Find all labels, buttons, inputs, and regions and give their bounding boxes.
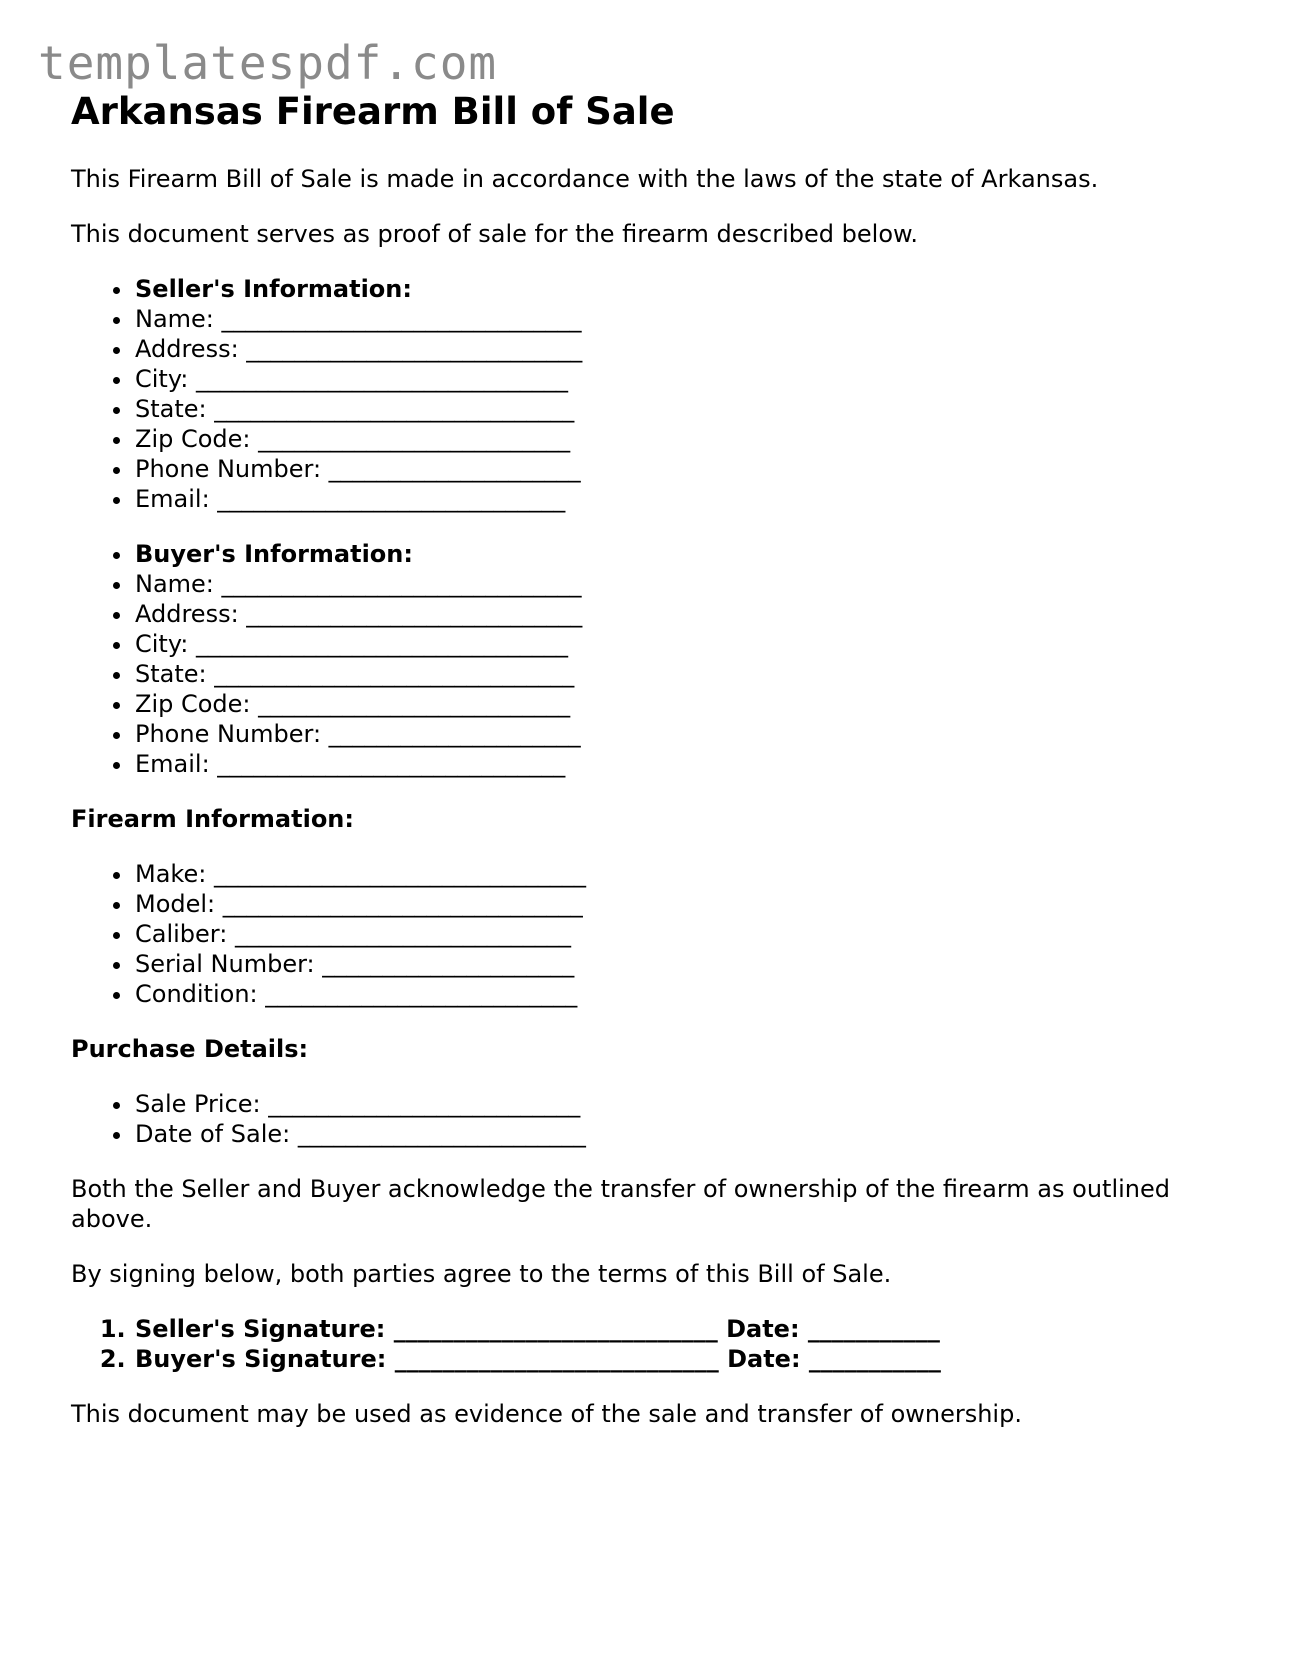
acknowledgement-paragraph: Both the Seller and Buyer acknowledge the transfer of ownership of the firearm as outlined above. — [71, 1175, 1170, 1233]
firearm-serial-number-field[interactable]: • Serial Number: _____________________ — [134, 949, 1231, 979]
firearm-make-field[interactable]: • Make: _______________________________ — [134, 859, 1231, 889]
seller-state-field[interactable]: • State: ______________________________ — [134, 394, 1231, 424]
buyer-email-field[interactable]: • Email: _____________________________ — [134, 749, 1231, 779]
agreement-paragraph: By signing below, both parties agree to the terms of this Bill of Sale. — [71, 1260, 892, 1288]
buyer-state-field[interactable]: • State: ______________________________ — [134, 659, 1231, 689]
watermark: templatespdf.com — [38, 36, 498, 90]
seller-address-field[interactable]: • Address: ____________________________ — [134, 334, 1231, 364]
seller-zip-field[interactable]: • Zip Code: __________________________ — [134, 424, 1231, 454]
seller-name-field[interactable]: • Name: ______________________________ — [134, 304, 1231, 334]
closing-paragraph: This document may be used as evidence of the sale and transfer of ownership. — [71, 1400, 1022, 1428]
buyer-information-list — [71, 539, 1231, 779]
buyer-signature-line[interactable]: 2. Buyer's Signature: ___________________________ Date: ___________ — [134, 1344, 1231, 1374]
firearm-model-field[interactable]: • Model: ______________________________ — [134, 889, 1231, 919]
buyer-information-heading: • Buyer's Information: — [134, 539, 1231, 569]
buyer-zip-field[interactable]: • Zip Code: __________________________ — [134, 689, 1231, 719]
firearm-caliber-field[interactable]: • Caliber: ____________________________ — [134, 919, 1231, 949]
document-body — [71, 86, 1231, 1429]
firearm-information-heading: Firearm Information: — [71, 805, 354, 833]
page-title: Arkansas Firearm Bill of Sale — [71, 90, 675, 133]
buyer-name-field[interactable]: • Name: ______________________________ — [134, 569, 1231, 599]
seller-signature-line[interactable]: 1. Seller's Signature: ___________________________ Date: ___________ — [134, 1314, 1231, 1344]
seller-phone-field[interactable]: • Phone Number: _____________________ — [134, 454, 1231, 484]
seller-information-heading: • Seller's Information: — [134, 274, 1231, 304]
purchase-details-list — [71, 1089, 1231, 1149]
firearm-information-list — [71, 859, 1231, 1009]
buyer-phone-field[interactable]: • Phone Number: _____________________ — [134, 719, 1231, 749]
buyer-address-field[interactable]: • Address: ____________________________ — [134, 599, 1231, 629]
date-of-sale-field[interactable]: • Date of Sale: ________________________ — [134, 1119, 1231, 1149]
seller-information-list — [71, 274, 1231, 514]
buyer-city-field[interactable]: • City: _______________________________ — [134, 629, 1231, 659]
signature-list — [71, 1314, 1231, 1374]
purpose-paragraph: This document serves as proof of sale for the firearm described below. — [71, 220, 919, 248]
intro-paragraph: This Firearm Bill of Sale is made in accordance with the laws of the state of Arkansas. — [71, 165, 1099, 193]
seller-city-field[interactable]: • City: _______________________________ — [134, 364, 1231, 394]
firearm-condition-field[interactable]: • Condition: __________________________ — [134, 979, 1231, 1009]
sale-price-field[interactable]: • Sale Price: __________________________ — [134, 1089, 1231, 1119]
seller-email-field[interactable]: • Email: _____________________________ — [134, 484, 1231, 514]
purchase-details-heading: Purchase Details: — [71, 1035, 309, 1063]
